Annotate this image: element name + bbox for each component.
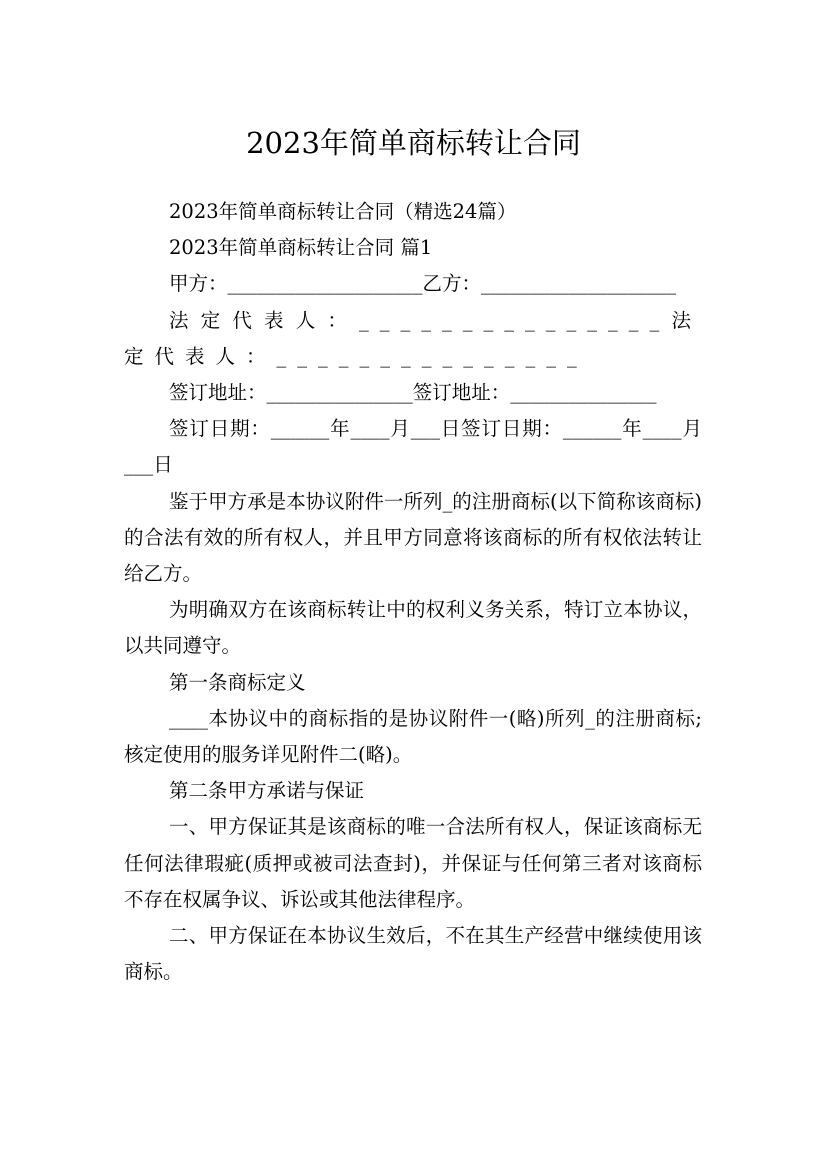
paragraph-signing-date: 签订日期：______年____月___日签订日期：______年____月___日 (124, 417, 702, 477)
paragraph-chapter: 2023年简单商标转让合同 篇1 (169, 236, 433, 260)
paragraph-recital: 鉴于甲方承是本协议附件一所列_的注册商标(以下简称该商标)的合法有效的所有权人，并且甲方同意将该商标的所有权依法转让给乙方。 (124, 489, 702, 586)
paragraph-definition: ____本协议中的商标指的是协议附件一(略)所列_的注册商标;核定使用的服务详见附件二(略)。 (124, 706, 702, 767)
document-title: 2023年简单商标转让合同 (246, 126, 581, 161)
paragraph-legal-representatives: 法定代表人：_______________法定代表人：_______________ (124, 308, 702, 368)
paragraph-warranty-2: 二、甲方保证在本协议生效后，不在其生产经营中继续使用该商标。 (124, 924, 702, 984)
section-heading-2: 第二条甲方承诺与保证 (169, 779, 365, 803)
paragraph-subtitle: 2023年简单商标转让合同（精选24篇） (169, 200, 517, 223)
paragraph-purpose: 为明确双方在该商标转让中的权利义务关系，特订立本协议，以共同遵守。 (124, 598, 702, 658)
paragraph-signing-address: 签订地址：_______________签订地址：_______________ (169, 381, 657, 405)
document-body (124, 194, 702, 990)
paragraph-warranty-1: 一、甲方保证其是该商标的唯一合法所有权人，保证该商标无任何法律瑕疵(质押或被司法查封)，并保证与任何第三者对该商标不存在权属争议、诉讼或其他法律程序。 (124, 815, 702, 911)
paragraph-parties: 甲方：____________________乙方：____________________ (169, 272, 677, 296)
section-heading-1: 第一条商标定义 (169, 670, 306, 694)
